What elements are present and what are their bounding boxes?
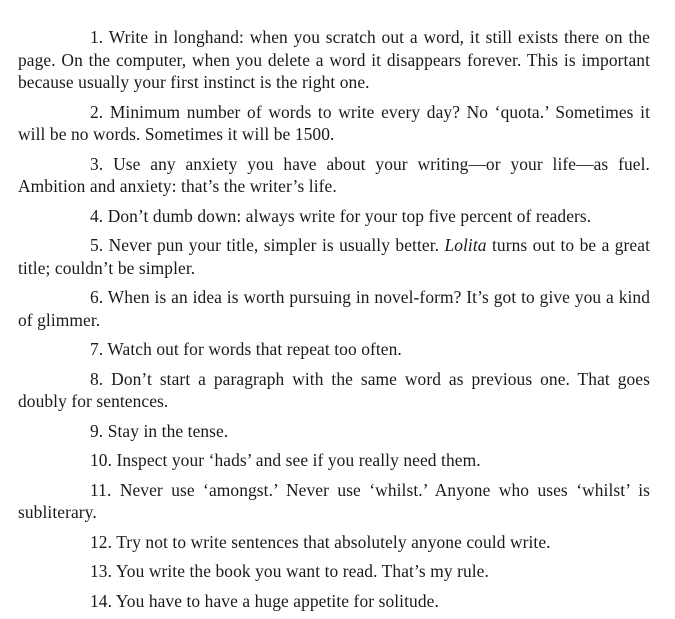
rule-text: You have to have a huge appetite for solitude. [115,590,439,611]
rule-text: You write the book you want to read. That’s my rule. [115,561,489,581]
rule-text: Don’t start a paragraph with the same word as previous one. That goes doubly for sentences. [18,368,650,411]
rule-number: 9. [90,420,104,441]
rule-item-11 [18,479,650,524]
rule-item-5 [18,234,650,279]
rule-number: 13. [90,561,113,581]
rule-number: 12. [90,531,113,552]
rule-number: 3. [90,153,104,174]
rule-number: 8. [90,368,104,389]
rule-number: 2. [90,101,104,122]
rule-number: 5. [90,235,104,255]
rules-list [18,26,650,619]
rule-number: 4. [90,205,104,226]
rule-item-12 [18,531,650,554]
rule-item-3 [18,153,650,198]
rule-item-6 [18,286,650,331]
rule-number: 14. [90,590,113,611]
rule-number: 10. [90,450,113,470]
rule-item-14 [18,590,650,613]
rule-text: When is an idea is worth pursuing in novel-form? It’s got to give you a kind of glimmer. [18,287,651,330]
rule-text: Don’t dumb down: always write for your top five percent of readers. [107,205,592,226]
rule-text: Try not to write sentences that absolutely anyone could write. [116,531,551,552]
rule-text-before: Never pun your title, simpler is usually better. [108,235,445,255]
rule-text: Use any anxiety you have about your writing—or your life—as fuel. Ambition and anxiety: that’s the writer’s life. [18,153,650,196]
rule-item-8 [18,368,650,413]
rule-text: Watch out for words that repeat too often. [107,339,402,359]
rule-text: Write in longhand: when you scratch out a word, it still exists there on the page. On the computer, when you delete a word it disappears forever. This is important because usually your first instinct is the right one. [18,27,650,92]
rule-item-1 [18,26,650,94]
rule-item-7 [18,338,650,361]
rule-item-2 [18,101,650,146]
rule-number: 6. [90,287,104,307]
rule-text: Minimum number of words to write every day? No ‘quota.’ Sometimes it will be no words. Sometimes it will be 1500. [18,101,650,144]
rule-item-13 [18,560,650,583]
rule-item-10 [18,449,650,472]
rule-text: Stay in the tense. [107,420,229,441]
rule-item-9 [18,420,650,443]
book-title-lolita: Lolita [444,235,487,255]
rule-text: Never use ‘amongst.’ Never use ‘whilst.’ Anyone who uses ‘whilst’ is subliterary. [18,479,650,522]
rule-number: 1. [90,27,104,47]
rule-text: Inspect your ‘hads’ and see if you really need them. [116,450,481,470]
rule-number: 7. [90,339,104,359]
rule-number: 11. [90,479,112,500]
rule-item-4 [18,205,650,228]
rule-text-after: turns out to be a great title; couldn’t be simpler. [18,235,651,278]
